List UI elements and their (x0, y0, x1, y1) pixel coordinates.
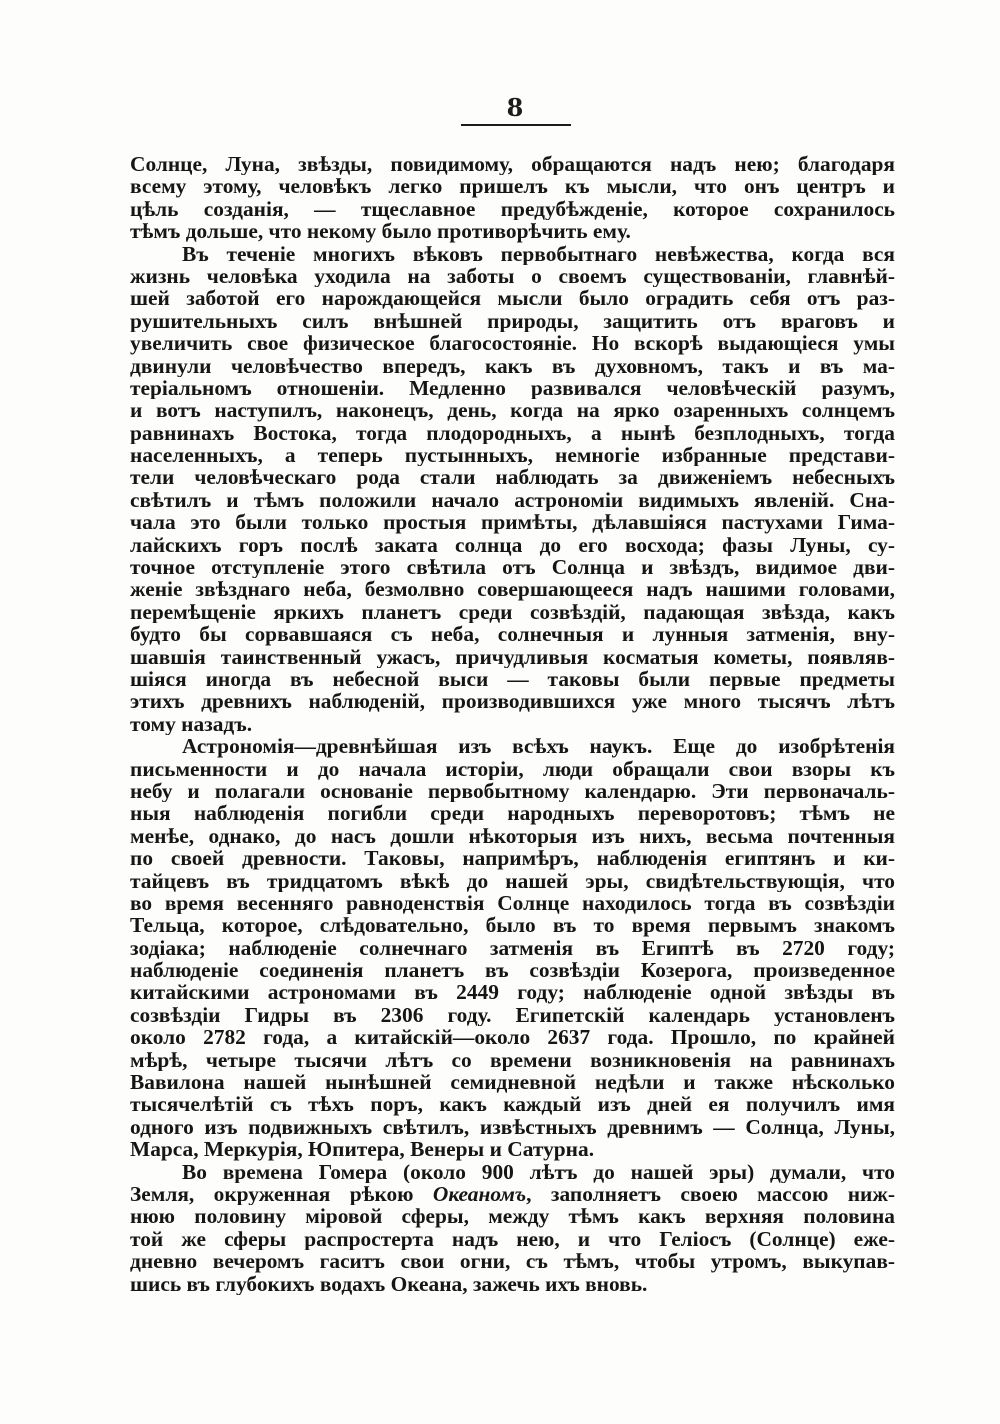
text-line: тому назадъ. (130, 712, 253, 736)
text-line: равнинахъ Востока, тогда плодородныхъ, а нынѣ безплодныхъ, тогда (130, 421, 895, 445)
text-line: тайцевъ въ тридцатомъ вѣкѣ до нашей эры, свидѣтельствующія, что (130, 869, 895, 892)
text-line: шись въ глубокихъ водахъ Океана, зажечь ихъ вновь. (130, 1272, 648, 1295)
text-line: чала это были только простыя примѣты, дѣлавшіяся пастухами Гима- (130, 511, 895, 534)
text-line: точное отступленіе этого свѣтила отъ Солнца и звѣздъ, видимое дви- (130, 556, 895, 579)
text-line: Во времена Гомера (около 900 лѣтъ до нашей эры) думали, что (182, 1160, 895, 1183)
body-text (130, 153, 895, 1295)
paragraph (130, 243, 895, 736)
text-line: цѣль созданія, — тщеславное предубѣжденіе, которое сохранилось (130, 197, 895, 221)
text-line: жизнь человѣка уходила на заботы о своемъ существованіи, главнѣй- (130, 264, 895, 288)
paragraph (130, 735, 895, 1160)
text-line: дневно вечеромъ гаситъ свои огни, съ тѣмъ, чтобы утромъ, выкупав- (130, 1250, 895, 1273)
text-line: шей заботой его нарождающейся мысли было оградить себя отъ раз- (130, 287, 895, 310)
text-line: той же сферы распростерта надъ нею, и что Геліосъ (Солнце) еже- (130, 1227, 895, 1251)
text-line: перемѣщеніе яркихъ планетъ среди созвѣздій, падающая звѣзда, какъ (130, 600, 895, 624)
text-line: Астрономія—древнѣйшая изъ всѣхъ наукъ. Еще до изобрѣтенія (182, 735, 895, 758)
text-line: небу и полагали основаніе первобытному календарю. Эти первоначаль- (130, 779, 895, 803)
text-line: китайскими астрономами въ 2449 году; наблюденіе одной звѣзды въ (130, 981, 895, 1004)
text-line: Вавилона нашей нынѣшней семидневной недѣли и также нѣсколько (130, 1071, 895, 1094)
text-line: зодіака; наблюденіе солнечнаго затменія въ Египтѣ въ 2720 году; (130, 936, 895, 960)
text-line: Тельца, которое, слѣдовательно, было въ то время первымъ знакомъ (130, 914, 895, 937)
paragraph (130, 1161, 895, 1295)
text-line: лайскихъ горъ послѣ заката солнца до его восхода; фазы Луны, су- (130, 533, 895, 557)
text-line: Въ теченіе многихъ вѣковъ первобытнаго невѣжества, когда вся (182, 242, 895, 265)
text-line: и вотъ наступилъ, наконецъ, день, когда на ярко озаренныхъ солнцемъ (130, 399, 895, 422)
page-number: 8 (506, 93, 524, 122)
text-line: свѣтилъ и тѣмъ положили начало астрономіи видимыхъ явленій. Сна- (130, 488, 895, 512)
text-line: этихъ древнихъ наблюденій, производившихся уже много тысячъ лѣтъ (130, 690, 895, 713)
text-line: увеличить свое физическое благосостояніе. Но вскорѣ выдающіеся умы (130, 332, 895, 355)
text-line: всему этому, человѣкъ легко пришелъ къ мысли, что онъ центръ и (130, 175, 895, 198)
text-line: тѣмъ дольше, что некому было противорѣчить ему. (130, 220, 631, 243)
text-line: созвѣздіи Гидры въ 2306 году. Египетскій календарь установленъ (130, 1003, 895, 1027)
text-line: ныя наблюденія погибли среди народныхъ переворотовъ; тѣмъ не (130, 802, 895, 825)
text-line: во время весенняго равноденствія Солнце находилось тогда въ созвѣздіи (130, 891, 895, 915)
text-line: Земля, окруженная рѣкою Океаномъ, заполняетъ своею массою ниж- (130, 1182, 895, 1206)
page-number-rule (461, 124, 571, 126)
text-line: одного изъ подвижныхъ свѣтилъ, извѣстныхъ древнимъ — Солнца, Луны, (130, 1115, 895, 1139)
text-line: тели человѣческаго рода стали наблюдать за движеніемъ небесныхъ (130, 466, 895, 489)
text-line: шавшія таинственный ужасъ, причудливыя косматыя кометы, появляв- (130, 645, 895, 668)
text-line: тысячелѣтій съ тѣхъ поръ, какъ каждый изъ дней ея получилъ имя (130, 1093, 895, 1116)
text-line: по своей древности. Таковы, напримѣръ, наблюденія египтянъ и ки- (130, 847, 895, 870)
paragraph (130, 153, 895, 243)
text-line: двинули человѣчество впередъ, какъ въ духовномъ, такъ и въ ма- (130, 354, 895, 377)
text-line: шіяся иногда въ небесной выси — таковы были первые предметы (130, 667, 895, 691)
text-line: менѣе, однако, до насъ дошли нѣкоторыя изъ нихъ, весьма почтенныя (130, 824, 895, 848)
text-line: населенныхъ, а теперь пустынныхъ, немногіе избранные представи- (130, 444, 895, 467)
text-line: мѣрѣ, четыре тысячи лѣтъ со времени возникновенія на равнинахъ (130, 1048, 895, 1072)
text-line: будто бы сорвавшаяся съ неба, солнечныя и лунныя затменія, вну- (130, 623, 895, 646)
text-line: женіе звѣзднаго неба, безмолвно совершающееся надъ нашими головами, (130, 578, 895, 601)
text-line: около 2782 года, а китайскій—около 2637 года. Прошло, по крайней (130, 1026, 895, 1049)
text-line: теріальномъ отношеніи. Медленно развивался человѣческій разумъ, (130, 376, 895, 400)
text-line: Солнце, Луна, звѣзды, повидимому, обращаются надъ нею; благодаря (130, 153, 895, 176)
text-line: Марса, Меркурія, Юпитера, Венеры и Сатурна. (130, 1138, 595, 1161)
text-line: рушительныхъ силъ внѣшней природы, защитить отъ враговъ и (130, 309, 895, 333)
text-line: нюю половину міровой сферы, между тѣмъ какъ верхняя половина (130, 1205, 895, 1228)
text-line: наблюденіе соединенія планетъ въ созвѣздіи Козерога, произведенное (130, 959, 895, 982)
text-line: письменности и до начала исторіи, люди обращали свои взоры къ (130, 757, 895, 780)
